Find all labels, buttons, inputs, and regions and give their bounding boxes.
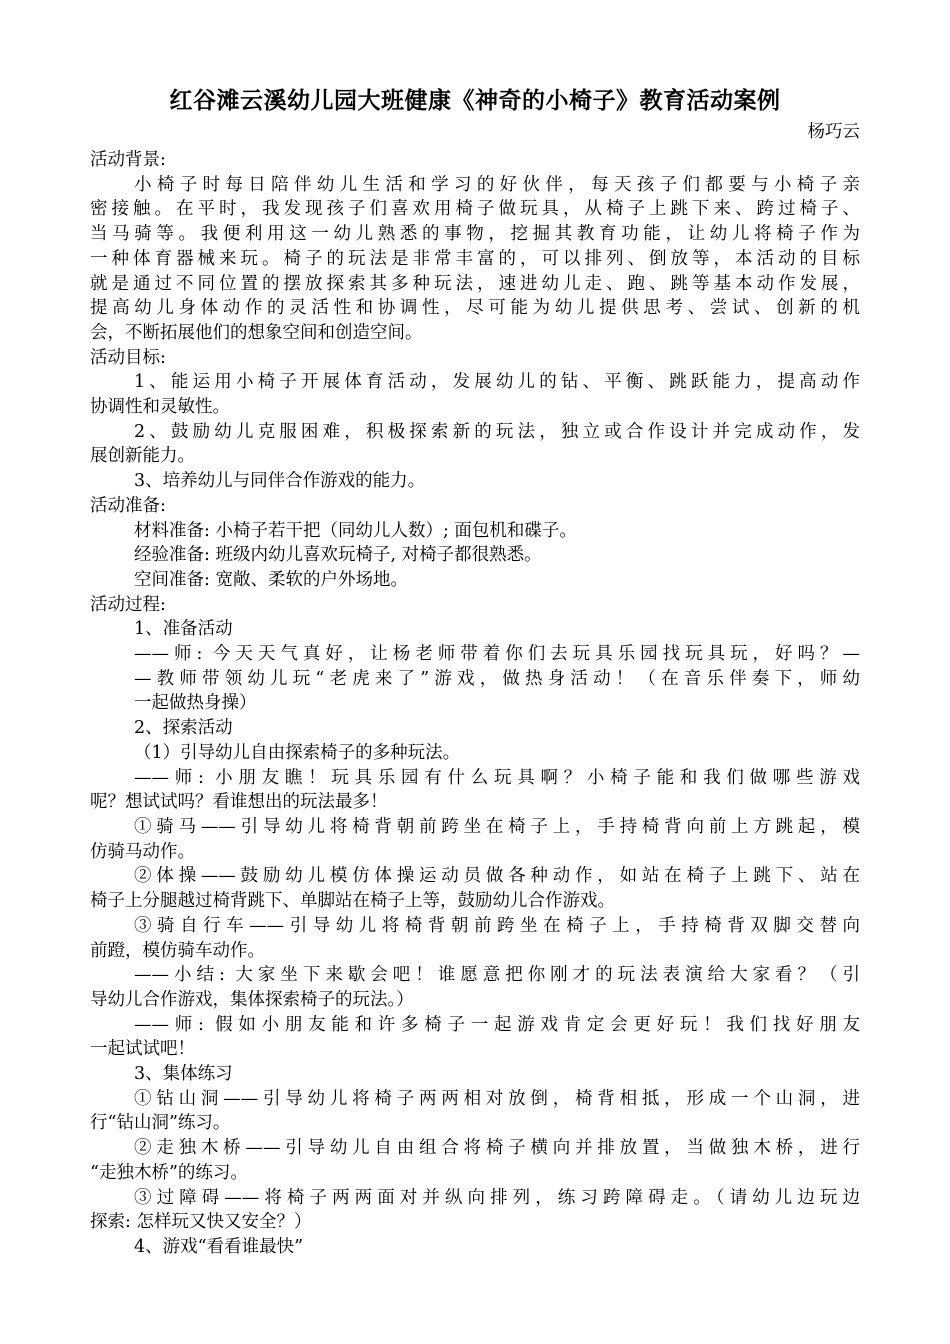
text-line: 密接触。在平时，我发现孩子们喜欢用椅子做玩具，从椅子上跳下来、跨过椅子、 [90, 199, 860, 220]
text-line: ③骑自行车——引导幼儿将椅背朝前跨坐在椅子上，手持椅背双脚交替向 [134, 915, 860, 936]
text-line: ③过障碍——将椅子两两面对并纵向排列，练习跨障碍走。（请幼儿边玩边 [134, 1187, 860, 1208]
text-line: 提高幼儿身体动作的灵活性和协调性，尽可能为幼儿提供思考、尝试、创新的机 [90, 298, 860, 319]
text-line: 协调性和灵敏性。 [90, 397, 230, 418]
text-line: 呢？想试试吗？看谁想出的玩法最多！ [90, 792, 388, 813]
text-line: 经验准备: 班级内幼儿喜欢玩椅子, 对椅子都很熟悉。 [134, 545, 542, 566]
text-line: （1）引导幼儿自由探索椅子的多种玩法。 [134, 742, 461, 763]
text-line: 探索: 怎样玩又快又安全？） [90, 1212, 312, 1233]
text-line: 导幼儿合作游戏，集体探索椅子的玩法。） [90, 989, 414, 1010]
text-line: 1、能运用小椅子开展体育活动，发展幼儿的钻、平衡、跳跃能力，提高动作 [134, 372, 860, 393]
text-line: 2、探索活动 [134, 718, 233, 739]
text-line: 活动目标: [90, 347, 166, 368]
text-line: 活动背景: [90, 150, 166, 170]
text-line: —教师带领幼儿玩“老虎来了”游戏，做热身活动！（在音乐伴奏下，师幼 [134, 668, 860, 689]
text-line: 当马骑等。我便利用这一幼儿熟悉的事物，挖掘其教育功能，让幼儿将椅子作为 [90, 224, 860, 245]
text-line: 活动过程: [90, 594, 166, 615]
author-name: 杨巧云 [807, 122, 860, 142]
text-line: ——师: 今天天气真好，让杨老师带着你们去玩具乐园找玩具玩，好吗？— [134, 644, 860, 665]
text-line: 展创新能力。 [90, 446, 195, 467]
document-title: 红谷滩云溪幼儿园大班健康《神奇的小椅子》教育活动案例 [169, 88, 781, 114]
text-line: 材料准备: 小椅子若干把（同幼儿人数）; 面包机和碟子。 [134, 520, 577, 541]
document-body [90, 148, 860, 1260]
text-line: 3、培养幼儿与同伴合作游戏的能力。 [134, 471, 426, 492]
text-line: ——小结: 大家坐下来歇会吧！谁愿意把你刚才的玩法表演给大家看？（引 [134, 965, 860, 986]
text-line: 3、集体练习 [134, 1064, 233, 1085]
text-line: 一起试试吧！ [90, 1039, 195, 1060]
text-line: ②体操——鼓励幼儿模仿体操运动员做各种动作，如站在椅子上跳下、站在 [134, 866, 860, 887]
text-line: “走独木桥”的练习。 [90, 1162, 248, 1183]
text-line: 小椅子时每日陪伴幼儿生活和学习的好伙伴，每天孩子们都要与小椅子亲 [134, 174, 860, 195]
text-line: ——师: 小朋友瞧！玩具乐园有什么玩具啊？小椅子能和我们做哪些游戏 [134, 767, 860, 788]
text-line: ①骑马——引导幼儿将椅背朝前跨坐在椅子上，手持椅背向前上方跳起，模 [134, 816, 860, 837]
text-line: 4、游戏“看看谁最快” [134, 1236, 304, 1257]
text-line: 就是通过不同位置的摆放探索其多种玩法，速进幼儿走、跑、跳等基本动作发展， [90, 273, 860, 294]
document-page [90, 84, 860, 1260]
text-line: 一种体育器械来玩。椅子的玩法是非常丰富的，可以排列、倒放等，本活动的目标 [90, 248, 860, 269]
text-line: ①钻山洞——引导幼儿将椅子两两相对放倒，椅背相抵，形成一个山洞，进 [134, 1088, 860, 1109]
text-line: 空间准备: 宽敞、柔软的户外场地。 [134, 569, 408, 590]
text-line: 行“钻山洞”练习。 [90, 1113, 231, 1134]
text-line: 会，不断拓展他们的想象空间和创造空间。 [90, 322, 423, 343]
text-line: 仿骑马动作。 [90, 841, 195, 862]
text-line: 活动准备: [90, 495, 166, 516]
text-line: 椅子上分腿越过椅背跳下、单脚站在椅子上等，鼓励幼儿合作游戏。 [90, 891, 615, 912]
text-line: 前蹬，模仿骑车动作。 [90, 940, 265, 961]
text-line: 2、鼓励幼儿克服困难，积极探索新的玩法，独立或合作设计并完成动作，发 [134, 421, 860, 442]
text-line: 1、准备活动 [134, 619, 233, 640]
text-line: 一起做热身操） [134, 693, 257, 714]
text-line: ——师: 假如小朋友能和许多椅子一起游戏肯定会更好玩！我们找好朋友 [134, 1014, 860, 1035]
text-line: ②走独木桥——引导幼儿自由组合将椅子横向并排放置，当做独木桥，进行 [134, 1138, 860, 1159]
